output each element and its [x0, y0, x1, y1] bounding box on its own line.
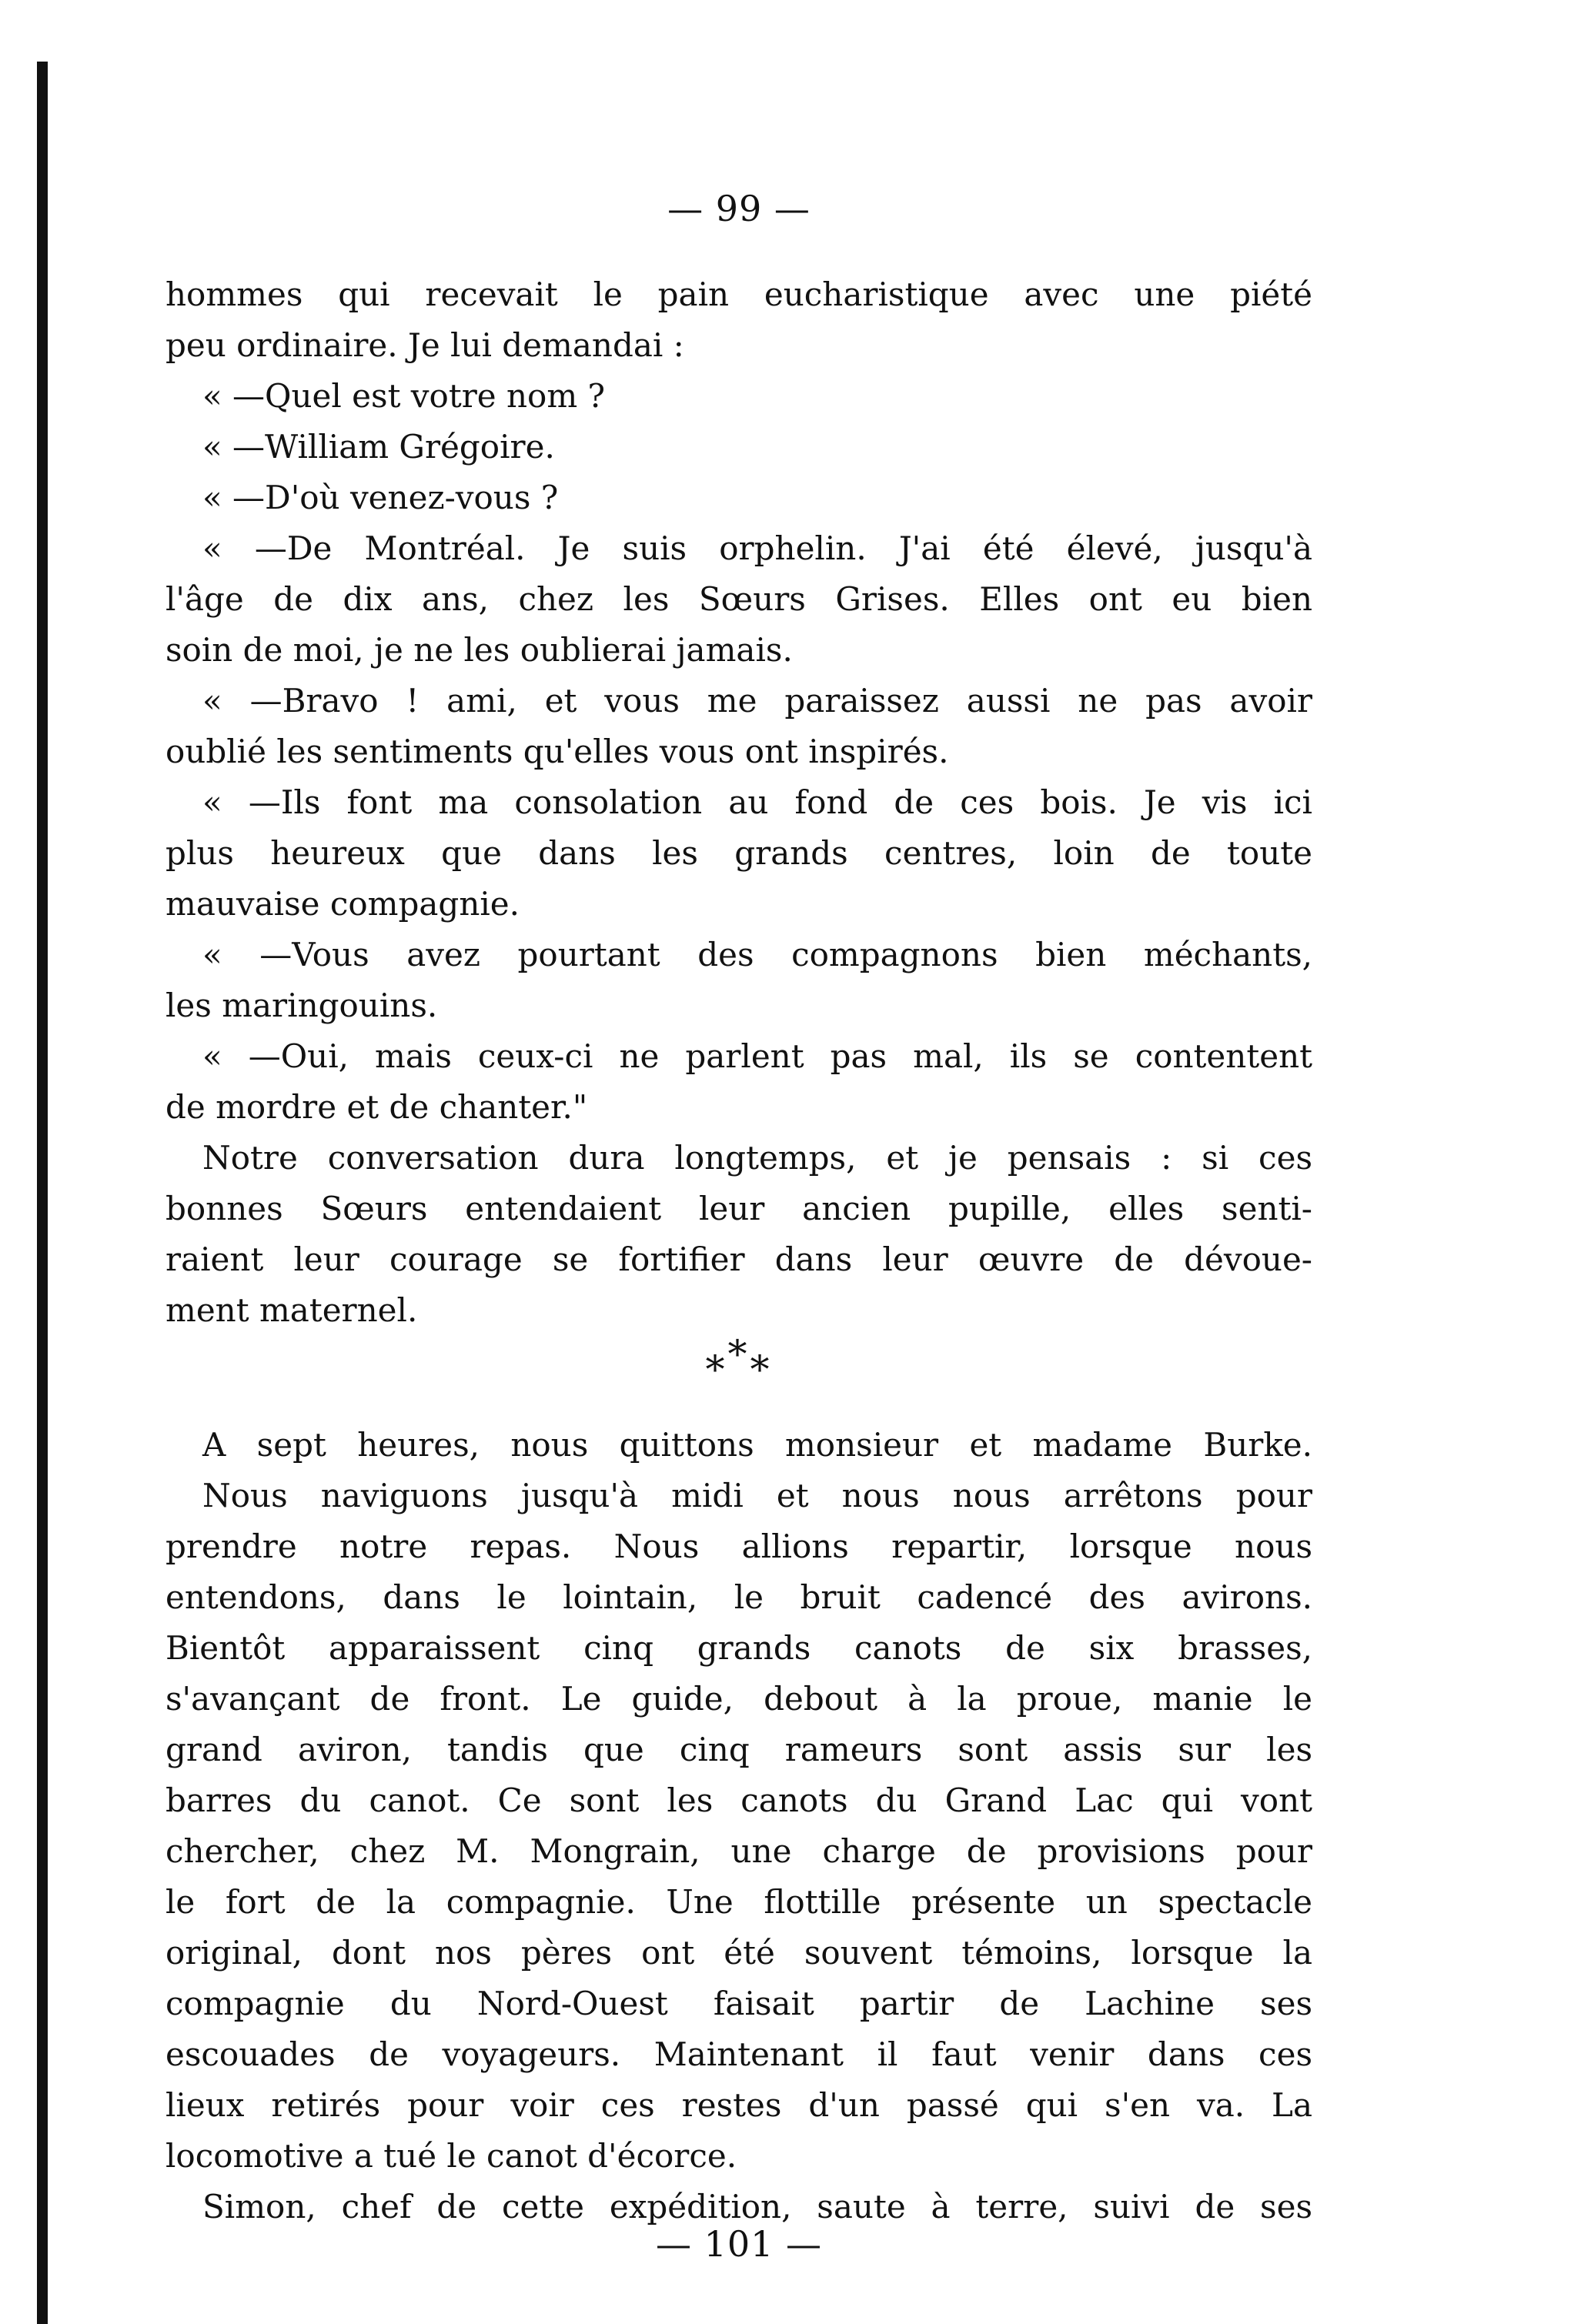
text-block-1: [165, 269, 1312, 1336]
text-line: « —Vous avez pourtant des compagnons bien méchants,: [202, 936, 1312, 973]
text-line: locomotive a tué le canot d'écorce.: [165, 2137, 737, 2175]
text-line: de mordre et de chanter.": [165, 1088, 588, 1126]
text-line: chercher, chez M. Mongrain, une charge de provisions pour: [165, 1832, 1312, 1870]
text-line: l'âge de dix ans, chez les Sœurs Grises. Elles ont eu bien: [165, 580, 1312, 618]
text-line: entendons, dans le lointain, le bruit cadencé des avirons.: [165, 1578, 1312, 1616]
book-page: [165, 0, 1312, 2324]
text-line: s'avançant de front. Le guide, debout à la proue, manie le: [165, 1680, 1312, 1718]
text-line: prendre notre repas. Nous allions repartir, lorsque nous: [165, 1528, 1312, 1565]
text-line: peu ordinaire. Je lui demandai :: [165, 326, 684, 364]
text-line: plus heureux que dans les grands centres, loin de toute: [165, 834, 1312, 872]
text-line: « —Oui, mais ceux-ci ne parlent pas mal, ils se contentent: [202, 1037, 1312, 1075]
text-line: hommes qui recevait le pain eucharistique avec une piété: [165, 275, 1312, 313]
text-line: raient leur courage se fortifier dans leur œuvre de dévoue-: [165, 1240, 1312, 1278]
text-line: « —De Montréal. Je suis orphelin. J'ai été élevé, jusqu'à: [202, 529, 1312, 567]
text-line: grand aviron, tandis que cinq rameurs sont assis sur les: [165, 1731, 1312, 1768]
text-line: « —Bravo ! ami, et vous me paraissez aussi ne pas avoir: [202, 682, 1312, 720]
text-block-2: [165, 1420, 1312, 2232]
text-line: le fort de la compagnie. Une flottille présente un spectacle: [165, 1883, 1312, 1921]
text-line: ment maternel.: [165, 1291, 418, 1329]
asterisk: *: [750, 1347, 773, 1392]
text-line: les maringouins.: [165, 987, 438, 1024]
text-line: compagnie du Nord-Ouest faisait partir de Lachine ses: [165, 1985, 1312, 2022]
text-line: original, dont nos pères ont été souvent témoins, lorsque la: [165, 1934, 1312, 1972]
text-line: Simon, chef de cette expédition, saute à terre, suivi de ses: [202, 2188, 1312, 2225]
text-line: barres du canot. Ce sont les canots du Grand Lac qui vont: [165, 1781, 1312, 1819]
section-ornament: [165, 1332, 1312, 1393]
text-line: Bientôt apparaissent cinq grands canots de six brasses,: [165, 1629, 1312, 1667]
text-line: lieux retirés pour voir ces restes d'un passé qui s'en va. La: [165, 2086, 1312, 2124]
text-line: Nous naviguons jusqu'à midi et nous nous arrêtons pour: [202, 1477, 1312, 1514]
text-line: « —D'où venez-vous ?: [202, 479, 559, 516]
binding-edge: [37, 62, 48, 2324]
text-line: Notre conversation dura longtemps, et je pensais : si ces: [202, 1139, 1312, 1177]
text-line: escouades de voyageurs. Maintenant il faut venir dans ces: [165, 2035, 1312, 2073]
text-line: mauvaise compagnie.: [165, 885, 520, 923]
page-number-bottom: — 101 —: [655, 2223, 823, 2265]
text-line: oublié les sentiments qu'elles vous ont inspirés.: [165, 733, 949, 770]
text-line: « —Ils font ma consolation au fond de ces bois. Je vis ici: [202, 783, 1312, 821]
text-line: « —Quel est votre nom ?: [202, 377, 606, 415]
text-line: bonnes Sœurs entendaient leur ancien pupille, elles senti-: [165, 1190, 1312, 1227]
asterisk: *: [727, 1332, 750, 1377]
text-line: soin de moi, je ne les oublierai jamais.: [165, 631, 793, 669]
page-number-top: — 99 —: [667, 188, 811, 229]
asterisk: *: [705, 1347, 728, 1392]
text-line: « —William Grégoire.: [202, 428, 555, 466]
text-line: A sept heures, nous quittons monsieur et madame Burke.: [202, 1426, 1312, 1464]
